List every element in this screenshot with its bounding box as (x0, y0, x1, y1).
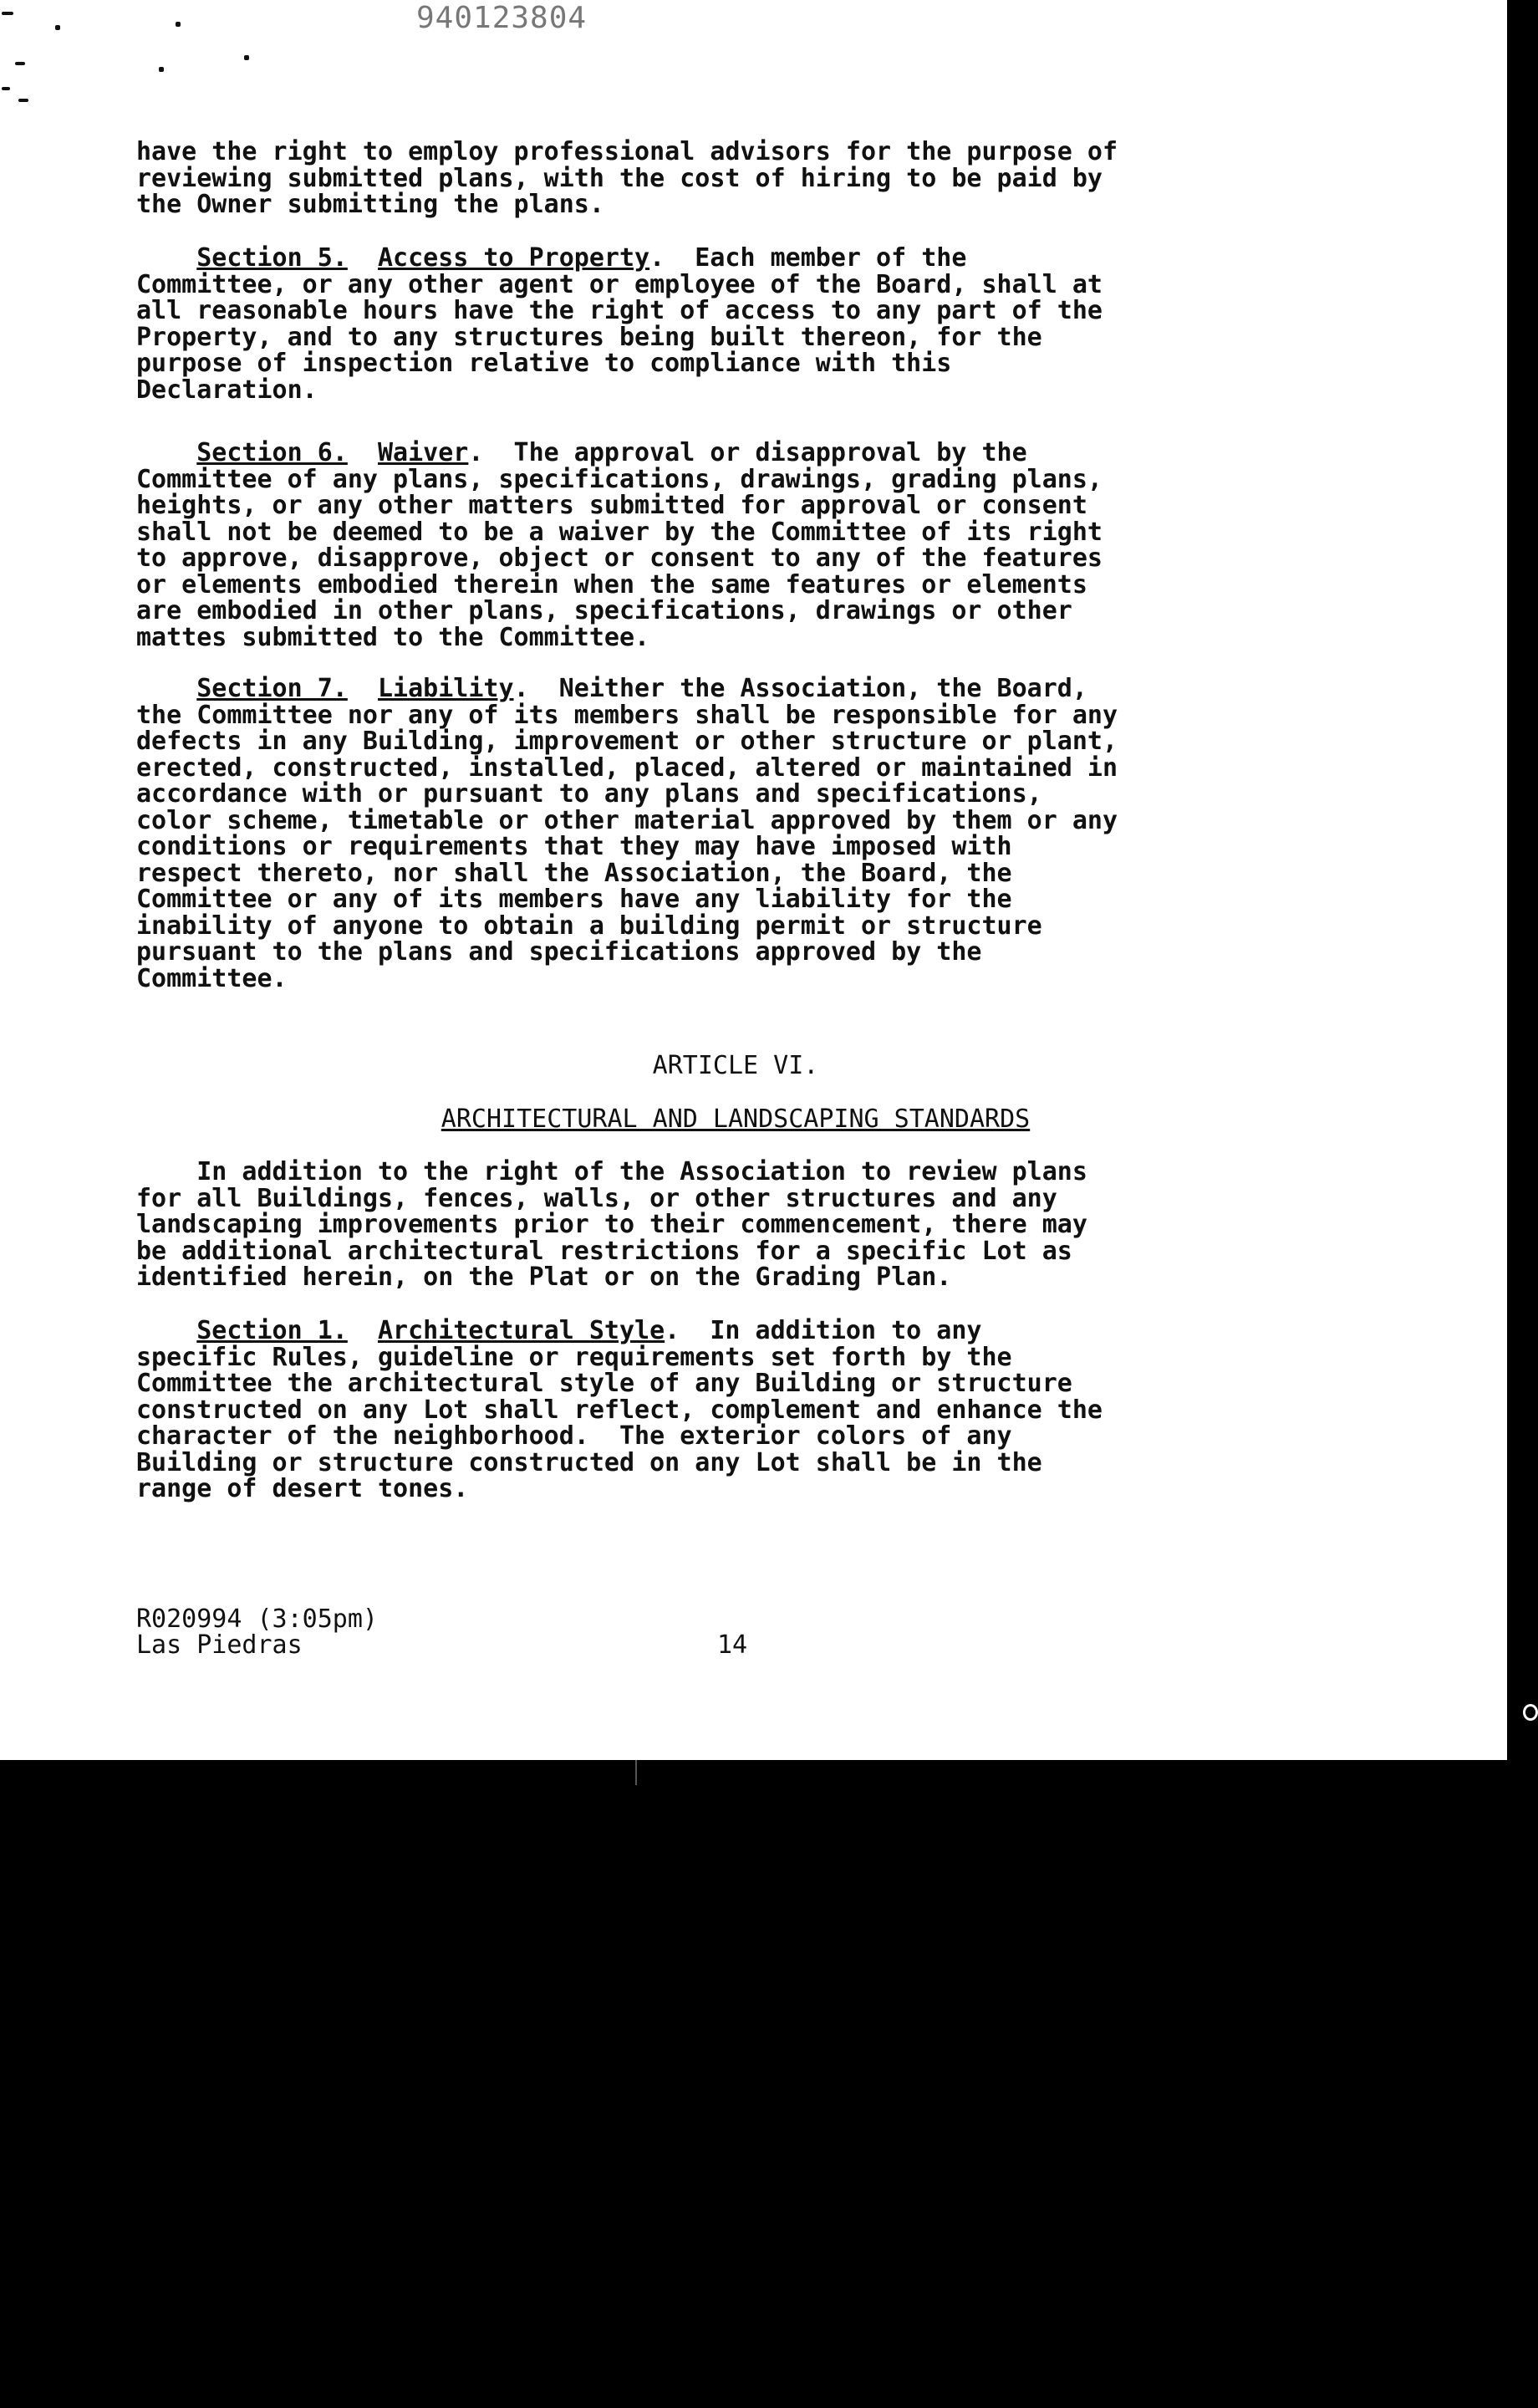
section-6-body: Committee of any plans, specifications, drawings, grading plans, heights, or any other matters submitted for approval or consent shall not be deemed to be a waiver by the Committee of its right to approve, disapprove, object or consent to any of the features or elements embodied therein when the same features or elements are embodied in other plans, specifications, drawings or other mattes submitted to the Committee. (136, 464, 1103, 652)
section-5 (136, 245, 1340, 403)
article-intro (136, 1159, 1340, 1291)
scan-speck (2, 87, 10, 90)
article-subheading: ARCHITECTURAL AND LANDSCAPING STANDARDS (441, 1105, 1031, 1134)
section-1-first-line: . In addition to any (665, 1316, 982, 1345)
footer-code: R020994 (3:05pm) (136, 1604, 378, 1634)
article-intro-body: for all Buildings, fences, walls, or other structures and any landscaping improvements prior to their commencement, there may be additional architectural restrictions for a specific Lot as identified herein, on the Plat or on the Grading Plan. (136, 1183, 1087, 1292)
section-6-title: Waiver (378, 438, 469, 467)
section-7-first-line: . Neither the Association, the Board, (513, 674, 1087, 703)
section-5-first-line: . Each member of the (649, 243, 967, 273)
scan-speck (18, 99, 28, 102)
section-5-title: Access to Property (378, 243, 650, 273)
scan-speck (159, 67, 164, 72)
scan-speck (244, 55, 249, 60)
section-1 (136, 1318, 1340, 1502)
scan-speck (176, 22, 181, 27)
section-1-number: Section 1. (196, 1316, 348, 1345)
scan-speck (15, 62, 25, 65)
section-7-body: the Committee nor any of its members shall be responsible for any defects in any Building, improvement or other structure or plant, erected, constructed, installed, placed, altered or maintained in accordance with or pursuant to any plans and specifications, color scheme, timetable or other material approved by them or any conditions or requirements that they may have imposed with respect thereto, nor shall the Association, the Board, the Committee or any of its members have any liability for the inability of anyone to obtain a building permit or structure pursuant to the plans and specifications approved by the Committee. (136, 700, 1118, 993)
scan-speck (55, 25, 60, 30)
section-1-body: specific Rules, guideline or requirements set forth by the Committee the architectural style of any Building or structure constructed on any Lot shall reflect, complement and enhance the character of the neighborhood. The exterior colors of any Building or structure constructed on any Lot shall be in the range of desert tones. (136, 1342, 1103, 1503)
footer-project: Las Piedras (136, 1630, 303, 1660)
section-7 (136, 676, 1340, 992)
article-heading: ARTICLE VI. (652, 1051, 819, 1080)
section-7-number: Section 7. (196, 674, 348, 703)
section-6-number: Section 6. (196, 438, 348, 467)
section-5-number: Section 5. (196, 243, 348, 273)
section-6-first-line: . The approval or disapproval by the (468, 438, 1027, 467)
scan-edge-line (635, 1760, 637, 1785)
section-6 (136, 440, 1340, 650)
section-1-title: Architectural Style (378, 1316, 665, 1345)
scan-speck (2, 12, 13, 15)
page-number: 14 (717, 1630, 748, 1660)
scan-edge-mark (1523, 1704, 1538, 1721)
document-id: 940123804 (416, 1, 588, 35)
section-5-body: Committee, or any other agent or employee of the Board, shall at all reasonable hours have the right of access to any part of the Property, and to any structures being built thereon, for the purpose of inspection relative to compliance with this Declaration. (136, 269, 1103, 405)
article-intro-first-line: In addition to the right of the Association to review plans (196, 1157, 1087, 1186)
intro-paragraph: have the right to employ professional advisors for the purpose of reviewing submitted plans, with the cost of hiring to be paid by the Owner submitting the plans. (136, 137, 1118, 219)
section-7-title: Liability (378, 674, 514, 703)
